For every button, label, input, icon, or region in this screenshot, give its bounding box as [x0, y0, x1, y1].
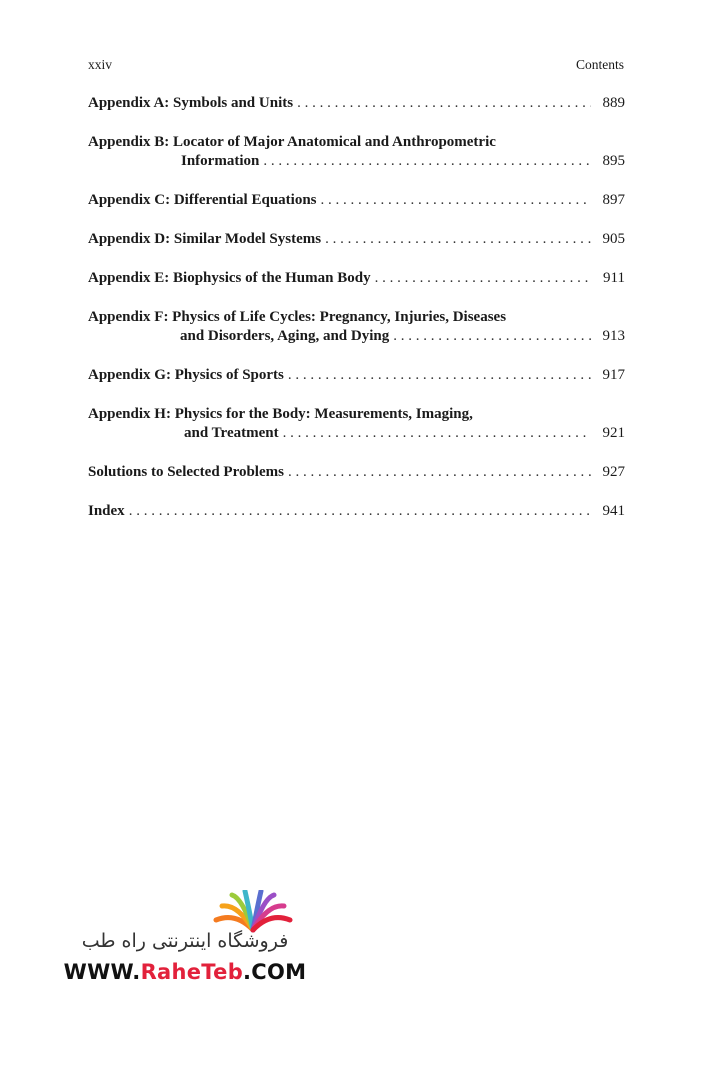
toc-entry-page: 917 — [602, 367, 625, 383]
toc-entry-appendix-f[interactable] — [88, 308, 625, 346]
url-brand: RaheTeb — [140, 960, 244, 984]
rahe-teb-watermark — [60, 888, 310, 988]
toc-entry-title: Appendix B: Locator of Major Anatomical and Anthropometric — [88, 134, 496, 150]
toc-entry-appendix-g[interactable] — [88, 366, 625, 385]
table-of-contents — [88, 94, 625, 521]
toc-entry-solutions[interactable] — [88, 463, 625, 482]
page-number: xxiv — [88, 57, 113, 72]
toc-entry-page: 913 — [602, 328, 625, 344]
store-url[interactable] — [60, 960, 310, 984]
toc-entry-appendix-h[interactable] — [88, 405, 625, 443]
leader-dots — [325, 230, 591, 249]
toc-entry-title: Appendix E: Biophysics of the Human Body — [88, 270, 371, 286]
toc-entry-page: 897 — [602, 192, 625, 208]
toc-entry-title-cont: and Disorders, Aging, and Dying — [180, 328, 390, 344]
toc-entry-index[interactable] — [88, 502, 625, 521]
toc-entry-appendix-d[interactable] — [88, 230, 625, 249]
leader-dots — [321, 191, 591, 210]
toc-entry-title: Index — [88, 503, 125, 519]
toc-entry-page: 889 — [602, 95, 625, 111]
section-title: Contents — [575, 57, 624, 72]
leader-dots — [263, 152, 591, 171]
running-head — [88, 57, 624, 75]
toc-entry-title: Appendix F: Physics of Life Cycles: Pregnancy, Injuries, Diseases — [88, 309, 507, 325]
store-name-persian: فروشگاه اینترنتی راه طب — [81, 930, 289, 952]
toc-entry-title: Appendix G: Physics of Sports — [88, 367, 284, 383]
toc-entry-appendix-e[interactable] — [88, 269, 625, 288]
toc-entry-appendix-b[interactable] — [88, 133, 625, 171]
toc-entry-page: 941 — [602, 503, 625, 519]
leader-dots — [297, 94, 591, 113]
toc-entry-page: 895 — [602, 153, 625, 169]
toc-entry-title: Appendix C: Differential Equations — [88, 192, 317, 208]
url-prefix: WWW. — [63, 960, 141, 984]
leader-dots — [375, 269, 591, 288]
open-book-rainbow-icon — [212, 890, 294, 934]
leader-dots — [288, 463, 591, 482]
toc-entry-page: 905 — [602, 231, 625, 247]
url-suffix: .COM — [243, 960, 307, 984]
toc-entry-appendix-c[interactable] — [88, 191, 625, 210]
leader-dots — [129, 502, 591, 521]
leader-dots — [288, 366, 591, 385]
toc-entry-page: 927 — [602, 464, 625, 480]
toc-entry-page: 911 — [603, 270, 625, 286]
toc-entry-appendix-a[interactable] — [88, 94, 625, 113]
leader-dots — [393, 327, 591, 346]
toc-entry-title: Appendix A: Symbols and Units — [88, 95, 294, 111]
toc-entry-title-cont: Information — [181, 153, 260, 169]
toc-entry-title-cont: and Treatment — [184, 425, 279, 441]
leader-dots — [283, 424, 591, 443]
toc-entry-title: Appendix D: Similar Model Systems — [88, 231, 322, 247]
toc-entry-title: Appendix H: Physics for the Body: Measurements, Imaging, — [88, 406, 473, 422]
toc-entry-title: Solutions to Selected Problems — [88, 464, 284, 480]
toc-entry-page: 921 — [602, 425, 625, 441]
